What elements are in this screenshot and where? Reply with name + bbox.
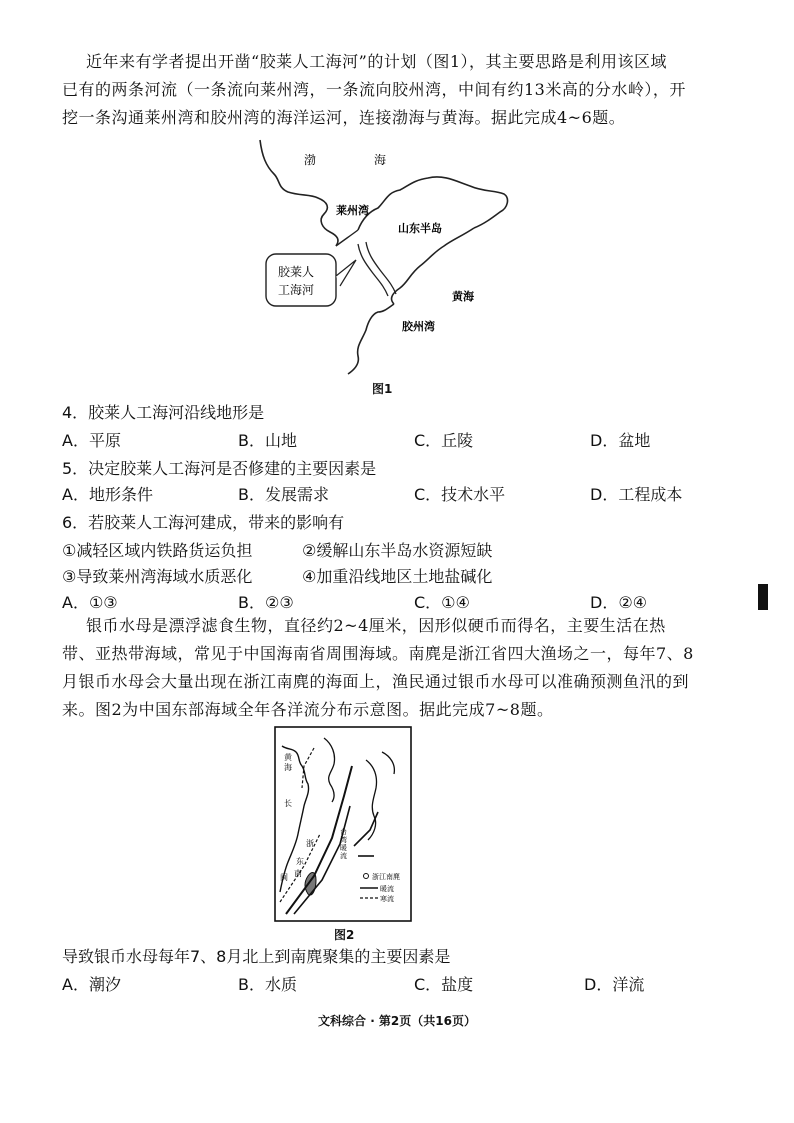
fig1-label-laizhou-bay: 莱州湾	[336, 204, 369, 217]
fig1-label-bohai-1: 渤	[304, 153, 317, 167]
q7-stem: 导致银币水母每年7、8月北上到南麂聚集的主要因素是	[62, 947, 451, 966]
intro1-line2: 已有的两条河流（一条流向莱州湾，一条流向胶州湾，中间有约13米高的分水岭），开	[62, 80, 686, 99]
q6-option-a[interactable]: A．①③	[62, 593, 118, 612]
fig2-label-taiwan-2: 湾	[340, 836, 347, 844]
q6-item-4: ④加重沿线地区土地盐碱化	[302, 567, 493, 586]
fig1-label-bohai-2: 海	[374, 153, 387, 167]
fig1-label-jiaozhou-bay: 胶州湾	[402, 320, 435, 333]
figure2-map	[274, 726, 412, 922]
q5-option-b[interactable]: B．发展需求	[238, 485, 329, 504]
q4-option-b[interactable]: B．山地	[238, 431, 297, 450]
intro2-line1: 银币水母是漂浮滤食生物，直径约2~4厘米，因形似硬币而得名，主要生活在热	[86, 616, 666, 635]
q5-option-d[interactable]: D．工程成本	[590, 485, 683, 504]
intro-paragraph-2	[62, 612, 742, 724]
fig2-label-taiwan-1: 台	[340, 828, 347, 836]
q7-option-d[interactable]: D．洋流	[584, 975, 645, 994]
q4-option-a[interactable]: A．平原	[62, 431, 121, 450]
q4-option-d[interactable]: D．盆地	[590, 431, 651, 450]
q6-stem: 6．若胶莱人工海河建成，带来的影响有	[62, 513, 345, 532]
figure2-caption: 图2	[334, 928, 355, 942]
intro2-line3: 月银币水母会大量出现在浙江南麂的海面上，渔民通过银币水母可以准确预测鱼汛的到	[62, 672, 690, 691]
q6-item-1: ①减轻区域内铁路货运负担	[62, 541, 253, 560]
q6-option-b[interactable]: B．②③	[238, 593, 294, 612]
fig2-label-hai: 海	[284, 763, 292, 772]
fig2-label-taiwan-3: 暖	[340, 844, 347, 852]
q7-option-b[interactable]: B．水质	[238, 975, 297, 994]
q4-stem: 4．胶莱人工海河沿线地形是	[62, 403, 265, 422]
q7-option-c[interactable]: C．盐度	[414, 975, 474, 994]
intro1-line1: 近年来有学者提出开凿“胶莱人工海河”的计划（图1），其主要思路是利用该区域	[86, 52, 668, 71]
intro2-line4: 来。图2为中国东部海域全年各洋流分布示意图。据此完成7~8题。	[62, 700, 554, 719]
fig2-legend-cold: 寒流	[380, 895, 394, 903]
page-edge-mark	[758, 584, 768, 610]
q5-stem: 5．决定胶莱人工海河是否修建的主要因素是	[62, 459, 377, 478]
q6-option-c[interactable]: C．①④	[414, 593, 470, 612]
q7-option-a[interactable]: A．潮汐	[62, 975, 121, 994]
fig2-label-nan: 南	[294, 869, 302, 878]
fig2-legend-warm: 暖流	[380, 885, 394, 893]
fig2-label-taiwan-4: 流	[340, 852, 347, 860]
fig2-label-min: 闽	[280, 873, 288, 882]
fig2-label-zhe: 浙	[306, 839, 314, 848]
q6-option-d[interactable]: D．②④	[590, 593, 648, 612]
intro-paragraph-1	[62, 48, 742, 132]
figure1-caption: 图1	[372, 382, 393, 396]
fig1-label-shandong-peninsula: 山东半岛	[398, 222, 442, 235]
fig2-label-chang: 长	[284, 799, 292, 808]
intro2-line2: 带、亚热带海域，常见于中国海南省周围海域。南麂是浙江省四大渔场之一，每年7、8	[62, 644, 694, 663]
q6-item-3: ③导致莱州湾海域水质恶化	[62, 567, 253, 586]
fig2-label-dong: 东	[296, 857, 304, 866]
intro1-line3: 挖一条沟通莱州湾和胶州湾的海洋运河，连接渤海与黄海。据此完成4~6题。	[62, 108, 626, 127]
q6-item-2: ②缓解山东半岛水资源短缺	[302, 541, 493, 560]
q5-option-c[interactable]: C．技术水平	[414, 485, 506, 504]
q4-option-c[interactable]: C．丘陵	[414, 431, 474, 450]
fig2-legend-nanji: 浙江南麂	[372, 873, 400, 881]
fig1-label-canal-1: 胶莱人	[278, 265, 315, 279]
fig2-label-huang: 黄	[284, 753, 292, 762]
fig1-label-canal-2: 工海河	[278, 283, 315, 297]
page-footer: 文科综合 · 第2页（共16页）	[318, 1014, 476, 1028]
figure1-map	[248, 136, 528, 376]
q5-option-a[interactable]: A．地形条件	[62, 485, 153, 504]
fig1-label-yellow-sea: 黄海	[452, 290, 474, 303]
